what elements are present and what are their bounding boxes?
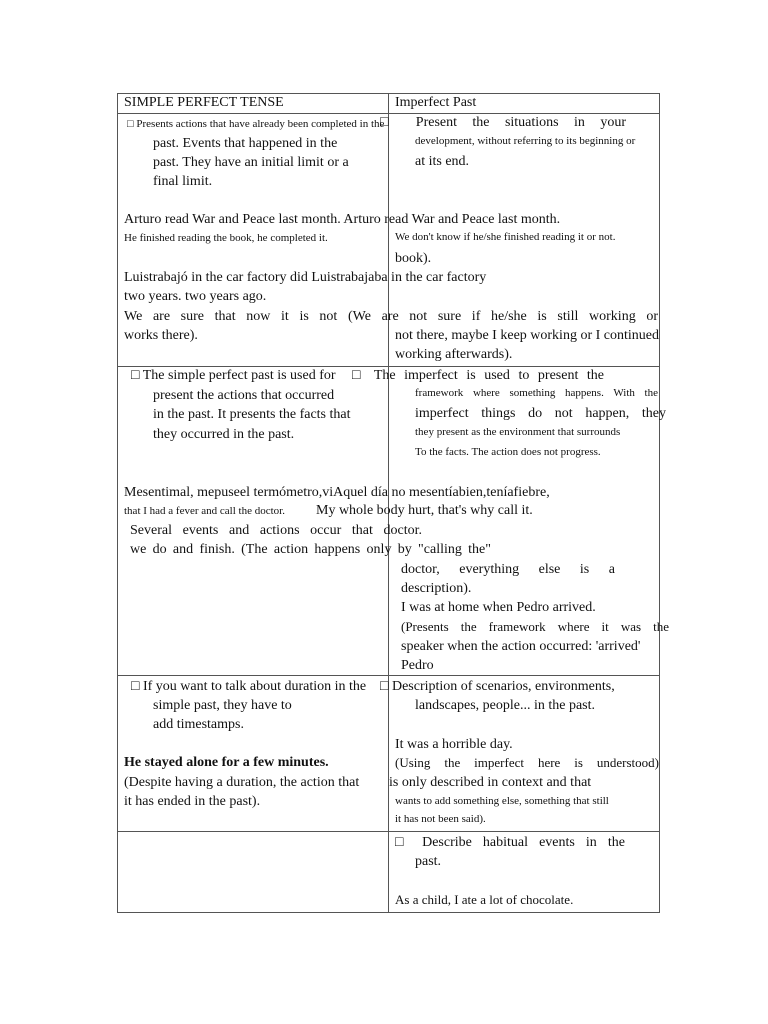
- row0-right-line: □ Present the situations in your: [380, 115, 626, 130]
- row1-example-line: we do and finish. (The action happens only by "calling the": [130, 542, 491, 557]
- row2-right-line: □ Description of scenarios, environments,: [380, 679, 615, 694]
- row0-example-line: Luistrabajó in the car factory did Luistrabajaba in the car factory: [124, 270, 487, 285]
- row1-right-line: □ The imperfect is used to present the: [352, 368, 604, 383]
- row2-left-line: it has ended in the past).: [124, 794, 261, 809]
- row3-right-line: □ Describe habitual events in the: [395, 835, 625, 850]
- row0-left-line: past. They have an initial limit or a: [153, 155, 349, 170]
- row0-example-line: not there, maybe I keep working or I continued: [395, 328, 659, 343]
- row2-left-line: add timestamps.: [153, 717, 244, 732]
- row1-right-line: To the facts. The action does not progress.: [415, 446, 601, 458]
- row0-example-line: works there).: [124, 328, 198, 343]
- row1-left-line: they occurred in the past.: [153, 427, 295, 442]
- row1-example-line: doctor, everything else is a: [401, 562, 615, 577]
- row1-right-line: imperfect things do not happen, they: [415, 406, 666, 421]
- row1-left-line: in the past. It presents the facts that: [153, 407, 351, 422]
- row2-right-line: it has not been said).: [395, 813, 486, 825]
- row1-example-line: Pedro: [401, 658, 434, 673]
- row2-left-line: (Despite having a duration, the action that: [124, 775, 360, 790]
- row2-left-line: □ If you want to talk about duration in the: [131, 679, 367, 694]
- row2-right-line: landscapes, people... in the past.: [415, 698, 596, 713]
- row1-example-line: Mesentimal, mepuseel termómetro,viAquel día no mesentíabien,teníafiebre,: [124, 485, 550, 500]
- row1-left-line: present the actions that occurred: [153, 388, 335, 403]
- row1-example-line: Several events and actions occur that doctor.: [130, 523, 422, 538]
- row1-right-line: they present as the environment that surrounds: [415, 426, 621, 438]
- row1-example-line: that I had a fever and call the doctor.: [124, 505, 285, 517]
- row2-left-line: He stayed alone for a few minutes.: [124, 755, 329, 770]
- row1-example-line: My whole body hurt, that's why call it.: [316, 503, 533, 518]
- row0-example-line: book).: [395, 251, 432, 266]
- row0-example-line: Arturo read War and Peace last month. Arturo read War and Peace last month.: [124, 212, 561, 227]
- row2-right-line: It was a horrible day.: [395, 737, 513, 752]
- header-right: Imperfect Past: [395, 95, 477, 110]
- row0-right-line: development, without referring to its beginning or: [415, 135, 636, 147]
- row1-example-line: (Presents the framework where it was the: [401, 619, 669, 634]
- row2-right-line: is only described in context and that: [389, 775, 592, 790]
- header-left: SIMPLE PERFECT TENSE: [124, 95, 284, 110]
- row0-left-line: past. Events that happened in the: [153, 136, 338, 151]
- row2-right-line: (Using the imperfect here is understood): [395, 755, 659, 770]
- row0-example-line: two years. two years ago.: [124, 289, 267, 304]
- row0-example-line: working afterwards).: [395, 347, 513, 362]
- row0-left-line: final limit.: [153, 174, 213, 189]
- row2-left-line: simple past, they have to: [153, 698, 292, 713]
- row2-right-line: wants to add something else, something that still: [395, 795, 609, 807]
- row0-right-line: at its end.: [415, 154, 470, 169]
- row0-example-line: We don't know if he/she finished reading it or not.: [395, 231, 616, 243]
- row1-example-line: speaker when the action occurred: 'arrived': [401, 639, 641, 654]
- row0-example-line: We are sure that now it is not (We are not sure if he/she is still working or: [124, 309, 658, 324]
- row0-left-line: □ Presents actions that have already been completed in the: [127, 118, 385, 130]
- row0-example-line: He finished reading the book, he completed it.: [124, 232, 328, 244]
- row3-right-line: past.: [415, 854, 442, 869]
- row1-example-line: I was at home when Pedro arrived.: [401, 600, 596, 615]
- row1-example-line: description).: [401, 581, 472, 596]
- row1-left-line: □ The simple perfect past is used for: [131, 368, 336, 383]
- row1-right-line: framework where something happens. With the: [415, 387, 658, 399]
- row3-right-line: As a child, I ate a lot of chocolate.: [395, 892, 574, 907]
